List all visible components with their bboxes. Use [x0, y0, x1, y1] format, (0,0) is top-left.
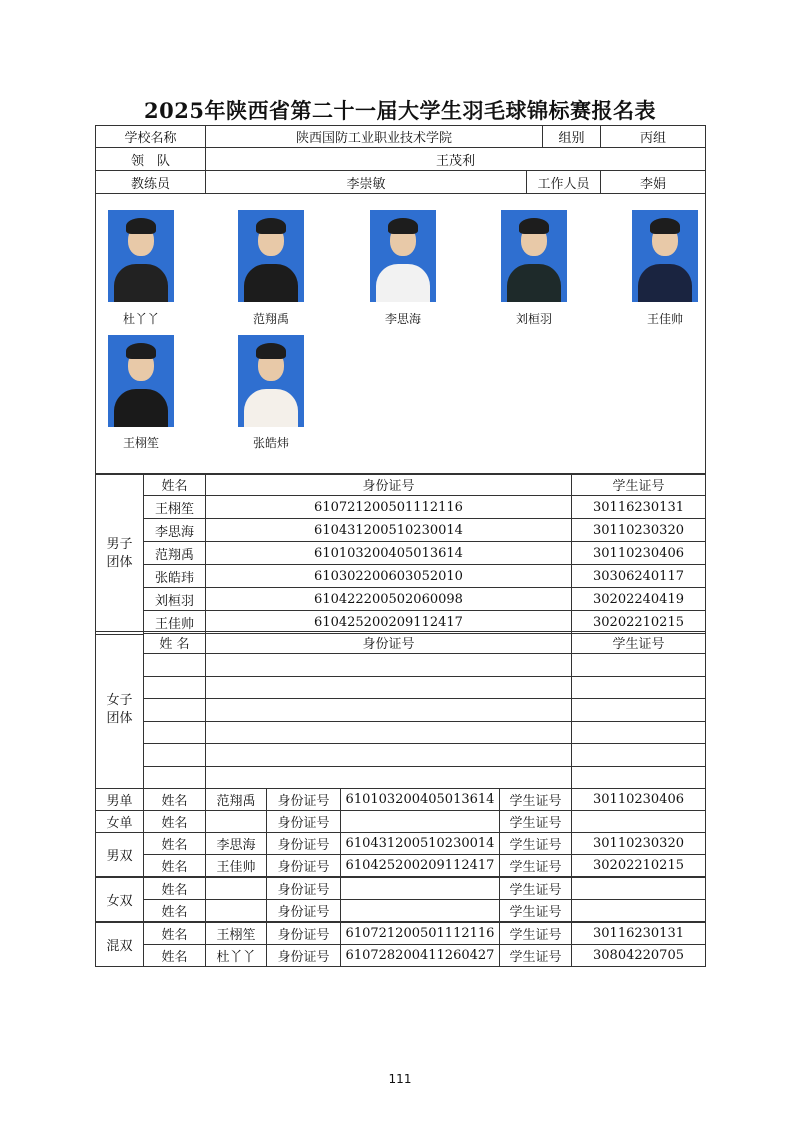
event-name-label: 姓名: [143, 877, 206, 900]
women-row-id: [205, 743, 572, 767]
men-row-student: 30306240117: [571, 564, 706, 588]
men-team-label: 男子 团体: [95, 473, 144, 635]
women-row-id: [205, 676, 572, 700]
staff-value: 李娟: [600, 170, 706, 194]
event-name-label: 姓名: [143, 899, 206, 922]
event-player-student: [571, 899, 706, 922]
women-row-student: [571, 721, 706, 745]
men-col-name: 姓名: [143, 473, 206, 496]
event-player-student: [571, 877, 706, 900]
event-player-id: 610425200209112417: [340, 854, 500, 877]
event-player-student: 30202210215: [571, 854, 706, 877]
mixed-double-label: 混双: [95, 922, 144, 967]
player-photo-name: 王栩笙: [122, 436, 159, 450]
mens-single-label: 男单: [95, 788, 144, 811]
event-player-name: 杜丫丫: [205, 944, 267, 967]
player-photo-name: 范翔禹: [252, 312, 289, 326]
player-photo-name: 杜丫丫: [122, 312, 159, 326]
event-id-label: 身份证号: [266, 899, 341, 922]
event-student-label: 学生证号: [499, 832, 572, 855]
player-photo: [108, 335, 174, 427]
event-player-name: [205, 810, 267, 833]
event-id-label: 身份证号: [266, 810, 341, 833]
women-team-label: 女子 团体: [95, 631, 144, 789]
men-row-student: 30202240419: [571, 587, 706, 611]
coach-value: 李崇敏: [205, 170, 527, 194]
event-player-id: [340, 810, 500, 833]
men-row-id: 610302200603052010: [205, 564, 572, 588]
men-row-student: 30116230131: [571, 495, 706, 519]
women-row-name: [143, 676, 206, 700]
women-row-student: [571, 698, 706, 722]
men-col-student: 学生证号: [571, 473, 706, 496]
school-value: 陕西国防工业职业技术学院: [205, 125, 543, 148]
women-row-student: [571, 766, 706, 790]
event-player-student: [571, 810, 706, 833]
player-photo: [632, 210, 698, 302]
women-row-name: [143, 766, 206, 790]
event-player-student: 30110230406: [571, 788, 706, 811]
player-photo: [238, 210, 304, 302]
women-row-name: [143, 698, 206, 722]
group-value: 丙组: [600, 125, 706, 148]
women-row-id: [205, 721, 572, 745]
women-row-student: [571, 653, 706, 677]
event-player-name: 李思海: [205, 832, 267, 855]
player-photo-name: 张皓炜: [252, 436, 289, 450]
men-row-name: 范翔禹: [143, 541, 206, 565]
coach-label: 教练员: [95, 170, 206, 194]
event-player-student: 30116230131: [571, 922, 706, 945]
player-photo-name: 王佳帅: [646, 312, 683, 326]
event-id-label: 身份证号: [266, 854, 341, 877]
event-name-label: 姓名: [143, 810, 206, 833]
event-name-label: 姓名: [143, 922, 206, 945]
leader-label: 领 队: [95, 147, 206, 171]
men-row-id: 610431200510230014: [205, 518, 572, 542]
women-row-id: [205, 698, 572, 722]
event-id-label: 身份证号: [266, 877, 341, 900]
event-player-id: 610431200510230014: [340, 832, 500, 855]
event-student-label: 学生证号: [499, 922, 572, 945]
event-player-student: 30804220705: [571, 944, 706, 967]
player-photo: [108, 210, 174, 302]
event-id-label: 身份证号: [266, 922, 341, 945]
women-col-id: 身份证号: [205, 631, 572, 654]
women-row-name: [143, 653, 206, 677]
event-player-id: 610103200405013614: [340, 788, 500, 811]
men-row-student: 30202210215: [571, 610, 706, 634]
event-name-label: 姓名: [143, 854, 206, 877]
event-player-name: 王佳帅: [205, 854, 267, 877]
men-row-name: 张皓玮: [143, 564, 206, 588]
player-photo: [501, 210, 567, 302]
event-student-label: 学生证号: [499, 877, 572, 900]
event-name-label: 姓名: [143, 832, 206, 855]
player-photo-name: 李思海: [384, 312, 421, 326]
womens-double-label: 女双: [95, 877, 144, 922]
event-id-label: 身份证号: [266, 832, 341, 855]
event-player-name: 范翔禹: [205, 788, 267, 811]
event-player-id: [340, 899, 500, 922]
women-row-name: [143, 721, 206, 745]
womens-single-label: 女单: [95, 810, 144, 833]
men-row-id: 610422200502060098: [205, 587, 572, 611]
group-label: 组别: [542, 125, 601, 148]
men-row-student: 30110230406: [571, 541, 706, 565]
men-row-id: 610103200405013614: [205, 541, 572, 565]
event-player-id: [340, 877, 500, 900]
women-col-student: 学生证号: [571, 631, 706, 654]
men-row-name: 李思海: [143, 518, 206, 542]
school-label: 学校名称: [95, 125, 206, 148]
event-student-label: 学生证号: [499, 810, 572, 833]
leader-value: 王茂利: [205, 147, 706, 171]
men-row-name: 刘桓羽: [143, 587, 206, 611]
page-number: 111: [388, 1072, 412, 1086]
event-player-id: 610728200411260427: [340, 944, 500, 967]
women-row-name: [143, 743, 206, 767]
event-player-name: 王栩笙: [205, 922, 267, 945]
event-id-label: 身份证号: [266, 944, 341, 967]
player-photo: [370, 210, 436, 302]
event-player-id: 610721200501112116: [340, 922, 500, 945]
player-photo-name: 刘桓羽: [515, 312, 552, 326]
event-player-name: [205, 877, 267, 900]
event-student-label: 学生证号: [499, 854, 572, 877]
mens-double-label: 男双: [95, 832, 144, 877]
men-row-student: 30110230320: [571, 518, 706, 542]
event-player-name: [205, 899, 267, 922]
player-photo: [238, 335, 304, 427]
women-col-name: 姓 名: [143, 631, 206, 654]
event-student-label: 学生证号: [499, 944, 572, 967]
men-row-name: 王栩笙: [143, 495, 206, 519]
men-col-id: 身份证号: [205, 473, 572, 496]
event-name-label: 姓名: [143, 788, 206, 811]
women-row-student: [571, 676, 706, 700]
women-row-student: [571, 743, 706, 767]
men-row-id: 610425200209112417: [205, 610, 572, 634]
event-player-student: 30110230320: [571, 832, 706, 855]
men-row-id: 610721200501112116: [205, 495, 572, 519]
men-row-name: 王佳帅: [143, 610, 206, 634]
event-student-label: 学生证号: [499, 788, 572, 811]
women-row-id: [205, 766, 572, 790]
event-student-label: 学生证号: [499, 899, 572, 922]
event-id-label: 身份证号: [266, 788, 341, 811]
women-row-id: [205, 653, 572, 677]
form-title: 2025年陕西省第二十一届大学生羽毛球锦标赛报名表: [144, 98, 656, 123]
staff-label: 工作人员: [526, 170, 601, 194]
event-name-label: 姓名: [143, 944, 206, 967]
